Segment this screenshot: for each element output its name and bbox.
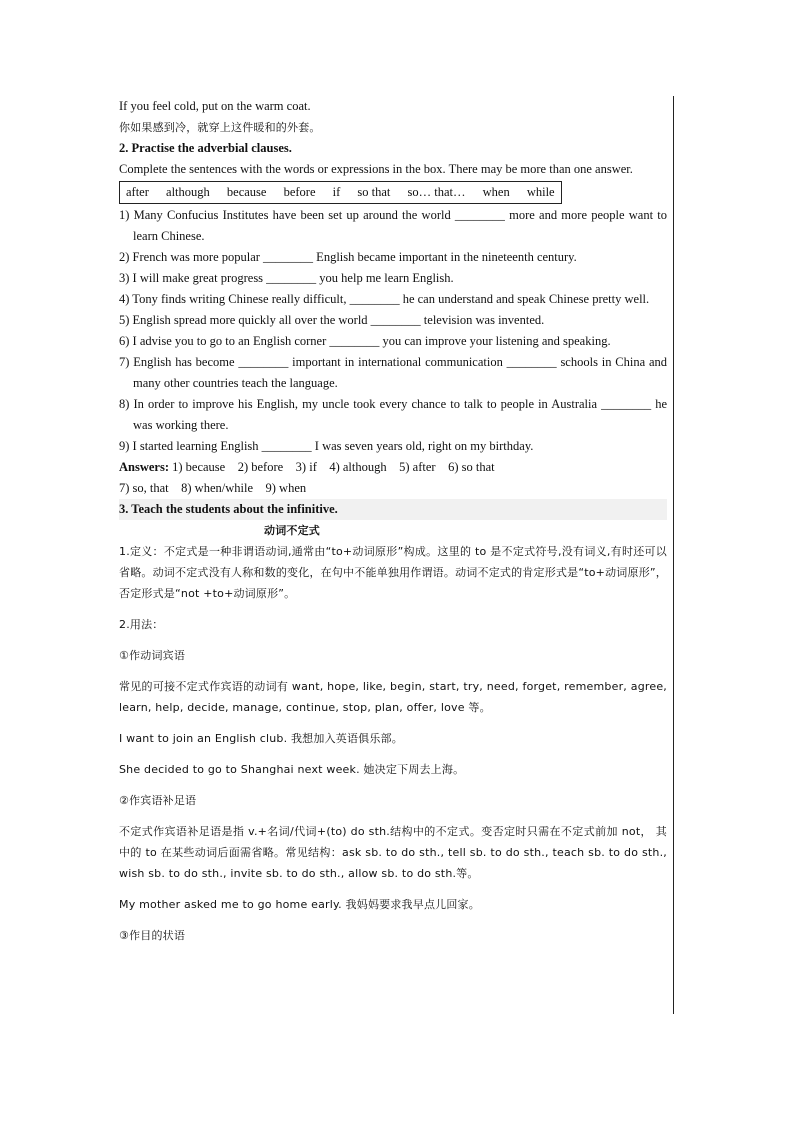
usage1-example-1: I want to join an English club. 我想加入英语俱乐部。 <box>119 732 403 745</box>
word-box-item: after <box>126 185 149 199</box>
section2-heading: 2. Practise the adverbial clauses. <box>119 141 292 155</box>
usage3-title: ③作目的状语 <box>119 929 186 942</box>
lesson-content <box>119 96 667 946</box>
intro-sentence-zh: 你如果感到冷，就穿上这件暖和的外套。 <box>119 121 321 134</box>
infinitive-definition: 1.定义：不定式是一种非谓语动词,通常由“to+动词原形”构成。这里的 to 是不定式符号,没有词义,有时还可以省略。动词不定式没有人称和数的变化，在句中不能单独用作谓语。动词不定式的肯定形式是“to+动词原形”，否定形式是“not +to+动词原形”。 <box>119 545 667 600</box>
exercise-sentence: 6) I advise you to go to an English corner ________ you can improve your listening and speaking. <box>119 334 611 348</box>
section3-subtitle: 动词不定式 <box>264 524 320 537</box>
exercise-sentence: 5) English spread more quickly all over the world ________ television was invented. <box>119 313 545 327</box>
answers-line-1 <box>119 457 667 478</box>
word-box-item: if <box>332 185 341 199</box>
table-right-border <box>673 96 674 1014</box>
usage1-text: 常见的可接不定式作宾语的动词有 want, hope, like, begin, start, try, need, forget, remember, agree, learn, help, decide, manage, continue, stop, plan, offer, love 等。 <box>119 680 667 714</box>
exercise-sentence: 4) Tony finds writing Chinese really difficult, ________ he can understand and speak Chinese pretty well. <box>119 292 650 306</box>
answers-label: Answers: <box>119 460 169 474</box>
answers-line-2: 7) so, that 8) when/while 9) when <box>119 481 307 495</box>
usage-label: 2.用法： <box>119 618 164 631</box>
word-box-item: before <box>283 185 316 199</box>
exercise-sentence: 9) I started learning English ________ I was seven years old, right on my birthday. <box>119 439 534 453</box>
usage2-example: My mother asked me to go home early. 我妈妈要求我早点儿回家。 <box>119 898 480 911</box>
exercise-sentence: 1) Many Confucius Institutes have been set up around the world ________ more and more people want to learn Chinese. <box>119 208 667 243</box>
usage2-text: 不定式作宾语补足语是指 v.+名词/代词+(to) do sth.结构中的不定式。变否定时只需在不定式前加 not， 其中的 to 在某些动词后面需省略。常见结构：ask sb. to do sth., tell sb. to do sth., teach sb. to do sth., wish sb. to do sth., invite sb. to do sth., allow sb. to do sth.等。 <box>119 825 667 880</box>
intro-sentence-en: If you feel cold, put on the warm coat. <box>119 99 311 113</box>
word-box-item: although <box>166 185 210 199</box>
usage2-title: ②作宾语补足语 <box>119 794 197 807</box>
word-box <box>119 181 562 204</box>
word-box-item: while <box>526 185 555 199</box>
section2-instruction: Complete the sentences with the words or expressions in the box. There may be more than one answer. <box>119 162 633 176</box>
word-box-item: so… that… <box>407 185 466 199</box>
word-box-item: so that <box>357 185 391 199</box>
exercise-sentence: 8) In order to improve his English, my uncle took every chance to talk to people in Australia ________ he was working there. <box>119 397 667 432</box>
answers-text-1: 1) because 2) before 3) if 4) although 5) after 6) so that <box>169 460 495 474</box>
exercise-sentence: 2) French was more popular ________ English became important in the nineteenth century. <box>119 250 577 264</box>
section3-heading: 3. Teach the students about the infinitive. <box>119 499 667 520</box>
usage1-title: ①作动词宾语 <box>119 649 186 662</box>
word-box-item: because <box>226 185 267 199</box>
usage1-example-2: She decided to go to Shanghai next week. 她决定下周去上海。 <box>119 763 465 776</box>
exercise-sentence: 3) I will make great progress ________ you help me learn English. <box>119 271 454 285</box>
word-box-item: when <box>482 185 510 199</box>
exercise-sentence: 7) English has become ________ important in international communication ________ schools in China and many other countries teach the language. <box>119 355 667 390</box>
